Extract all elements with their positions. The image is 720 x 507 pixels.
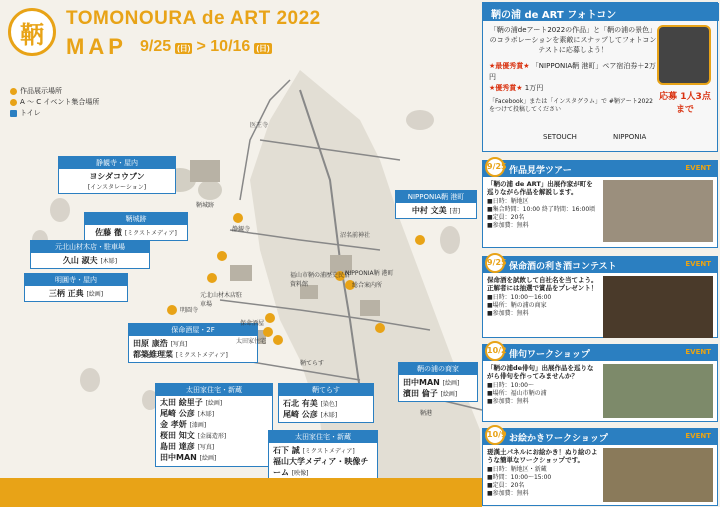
event-detail: ■参加費：無料 [487,310,529,317]
artist-medium: [染色] [320,401,338,408]
event-header [483,161,717,177]
artist-name: 田原 康浩 [133,339,168,348]
artist-name: 濱田 倫子 [403,389,438,398]
event-description: 「鞆の浦 de ART」出展作家が町を巡りながら作品を解説します。 [487,180,593,196]
artist-entry [273,445,373,456]
artist-name: 福山大学メディア・映像チーム [273,457,369,477]
artist-medium: [漆画] [189,422,207,429]
event-tag: EVENT [685,260,711,268]
artist-entry [133,349,253,360]
artist-list [269,443,377,480]
artist-entry [85,225,187,240]
artist-name: 金 孝妍 [160,420,187,429]
artist-medium: [ミクストメディア] [302,448,355,455]
artist-name: 中村 文美 [411,206,447,215]
artist-medium: [金属造形] [197,433,227,440]
artist-medium: [木彫] [320,412,338,419]
prize-value: 1万円 [524,84,544,92]
event-dot-icon [10,99,17,106]
event-detail: ■日時：10:00〜16:00 [487,294,552,301]
prize-item [489,83,657,94]
photo-contest-cta: 「Facebook」または「インスタグラム」で #鞆アート2022 をつけて投稿してください [489,98,653,113]
artist-name: 三柄 正典 [48,289,84,298]
place-label: 医王寺 [250,122,269,129]
venue-header: 太田家住宅・新蔵 [156,384,272,396]
event-header [483,429,717,445]
legend-label: 作品展示場所 [20,87,62,95]
event-title: 俳句ワークショップ [509,350,590,360]
place-label: 鞆港 [420,410,433,417]
entry-limit: 応募 1人3点まで [659,92,711,115]
artist-medium: [絵画] [442,380,460,387]
event-detail: ■日時：鞆地区 [487,198,529,205]
prize-label: ★優秀賞★ [489,84,523,92]
event-title: 作品見学ツアー [509,166,572,176]
venue-header: 鞆城跡 [85,213,187,225]
artist-medium: [写真] [197,444,215,451]
artist-medium: [ミクストメディア] [175,352,228,359]
venue-box [278,383,374,423]
artist-name: 石北 有美 [283,399,318,408]
artist-entry [160,398,268,409]
venue-marker [207,273,217,283]
event-photo [603,448,713,502]
event-body [483,177,717,233]
toilet-icon [10,110,17,117]
event-body [483,273,717,321]
photo-contest-text: 「鞆の浦deアート2022の作品」と「鞆の浦の景色」のコラボレーションを素敵にスナップしてフォトコンテストに応募しよう！ [489,26,657,54]
event-card [482,256,718,338]
event-detail: ■日時：10:00〜 [487,382,534,389]
date-start-day: (日) [177,44,191,53]
artist-name: 佐藤 徹 [95,228,122,237]
place-label: 元北山材木店駐車場 [200,292,243,308]
venue-header: 太田家住宅・新蔵 [269,431,377,443]
event-card [482,160,718,248]
venue-box [24,273,128,302]
venue-box [155,383,273,467]
prize-value: 「NIPPONIA鞆 港町」ペア宿泊券＋2万円 [489,62,656,81]
artist-entry [160,420,268,431]
event-photo [603,276,713,338]
event-date-badge: 9/25 [485,157,505,177]
event-date-badge: 10/9 [485,425,505,445]
event-detail: ■定員：20名 [487,482,525,489]
artist-entry [403,377,473,388]
artist-name: ヨシダコウブン [89,172,145,181]
artist-name: 尾崎 公彦 [283,410,318,419]
artist-medium: [写真] [170,341,188,348]
event-header [483,257,717,273]
artist-entry [133,338,253,349]
date-arrow: > [196,38,206,55]
artist-medium: [絵画] [205,400,223,407]
bottom-wave-decoration [0,478,482,507]
place-label: 明圓寺 [180,307,199,314]
artist-entry [273,456,373,478]
venue-header: 保命酒屋・2F [129,324,257,336]
venue-box [395,190,477,219]
artist-list [156,396,272,466]
artist-entry [160,431,268,442]
event-tag: EVENT [685,348,711,356]
place-label: 保命酒屋 [240,320,265,327]
right-panel [482,0,720,507]
artist-name: 田中MAN [403,378,440,387]
map-legend [10,86,99,119]
event-photo [603,364,713,418]
page-title: TOMONOURA de ART 2022 [66,8,321,29]
venue-header: NIPPONIA鞆 港町 [396,191,476,203]
venue-box [268,430,378,481]
event-card [482,428,718,506]
event-tag: EVENT [685,432,711,440]
artist-medium: [絵画] [86,291,104,298]
photo-contest-title: 鞆の浦 de ART フォトコン [483,3,719,21]
venue-header: 静観寺・屋内 [59,157,175,169]
place-label: 総合案内所 [352,282,383,289]
event-detail: ■参加費：無料 [487,490,529,497]
venue-header: 鞆てらす [279,384,373,396]
venue-marker [375,323,385,333]
artist-medium: [木彫] [100,258,118,265]
artist-name: 桜田 知文 [160,431,195,440]
artist-entry [25,286,127,301]
place-label: 福山市鞆の浦歴史民俗資料館 [290,272,351,288]
legend-label: A 〜 C イベント集合場所 [20,98,100,106]
photo-contest-panel [482,2,718,152]
artist-entry [59,169,175,193]
artist-name: 尾崎 公彦 [160,409,195,418]
artist-medium: [絵画] [440,391,458,398]
venue-header: 鞆の浦の商家 [399,363,477,375]
legend-item [10,97,99,108]
event-title: お絵かきワークショップ [509,434,608,444]
place-label: 太田家住宅 [236,338,267,345]
date-end-day: (日) [256,44,270,53]
prize-item [489,61,657,83]
event-tag: EVENT [685,164,711,172]
artist-name: 石下 誠 [273,446,300,455]
place-label: NIPPONIA鞆 港町 [345,270,394,277]
artist-entry [403,388,473,399]
event-description: 「鞆の浦de俳句」出展作品を巡りながら俳句を作ってみませんか？ [487,364,594,380]
venue-box [30,240,150,269]
artist-name: 太田 絵里子 [160,398,203,407]
artist-entry [283,409,369,420]
event-card [482,344,718,422]
event-photo [603,180,713,242]
prize-label: ★最優秀賞★ [489,62,530,70]
logo-text: 鞆 [20,20,44,49]
venue-marker [415,235,425,245]
venue-marker [167,305,177,315]
venue-box [84,212,188,241]
artist-entry [31,253,149,268]
event-date-badge: 9/25 [485,253,505,273]
artist-entry [160,442,268,453]
event-dates [140,38,276,56]
event-title: 保命酒の利き酒コンテスト [509,262,617,272]
sponsor-logo: NIPPONIA [613,133,647,141]
artist-medium: [木彫] [197,411,215,418]
venue-marker [273,335,283,345]
artist-entry [283,398,369,409]
venue-box [58,156,176,194]
artist-entry [160,453,268,464]
artist-name: 田中MAN [160,453,197,462]
place-label: 沼名前神社 [340,232,371,239]
place-label: 鞆てらす [300,360,325,367]
artist-medium: [映像] [291,470,309,477]
venue-marker [217,251,227,261]
artist-entry [396,203,476,218]
artist-name: 久山 淑夫 [62,256,98,265]
event-body [483,361,717,409]
artist-entry [160,409,268,420]
venue-marker [233,213,243,223]
event-detail: ■日時：鞆地区・新蔵 [487,466,547,473]
map-heading: MAP [66,34,127,59]
venue-dot-icon [10,88,17,95]
event-detail: ■定員：20名 [487,214,525,221]
logo [8,8,56,56]
artist-medium: [書] [449,208,461,215]
artist-name: 都築維理菜 [133,350,173,359]
venue-header: 元北山材木店・駐車場 [31,241,149,253]
event-description: 保命酒を試飲して自社名を当てよう。正解者には抽選で賞品をプレゼント！ [487,276,598,292]
venue-marker [265,313,275,323]
event-detail: ■参加費：無料 [487,398,529,405]
artist-name: 島田 達彦 [160,442,195,451]
event-description: 瑳漢土パネルにお絵かき！ぬり絵のような簡単なワークショップです。 [487,448,598,464]
photo-contest-prizes [489,61,657,114]
phone-image [657,25,711,85]
event-date-badge: 10/2 [485,341,505,361]
event-detail: ■時間：10:00〜15:00 [487,474,552,481]
legend-item [10,86,99,97]
artist-list [399,375,477,401]
date-end: 10/16 [210,38,251,55]
artist-medium: [絵画] [199,455,217,462]
event-header [483,345,717,361]
artist-medium: [ミクストメディア] [124,230,177,237]
place-label: 静観寺 [232,226,251,233]
artist-list [279,396,373,422]
legend-label: トイレ [20,109,41,117]
artist-medium: [インスタレーション] [87,184,147,191]
event-detail: ■場所：福山市鞆の浦 [487,390,547,397]
event-detail: ■場所：鞆の浦の商家 [487,302,547,309]
place-label: 鞆城跡 [196,202,215,209]
legend-item [10,108,99,119]
sponsor-logo: SETOUCH [543,133,577,141]
venue-box [398,362,478,402]
venue-header: 明圓寺・屋内 [25,274,127,286]
event-body [483,445,717,501]
event-detail: ■参加費：無料 [487,222,529,229]
event-detail: ■集合時間：10:00 終了時間：16:00頃 [487,206,596,213]
date-start: 9/25 [140,38,172,55]
